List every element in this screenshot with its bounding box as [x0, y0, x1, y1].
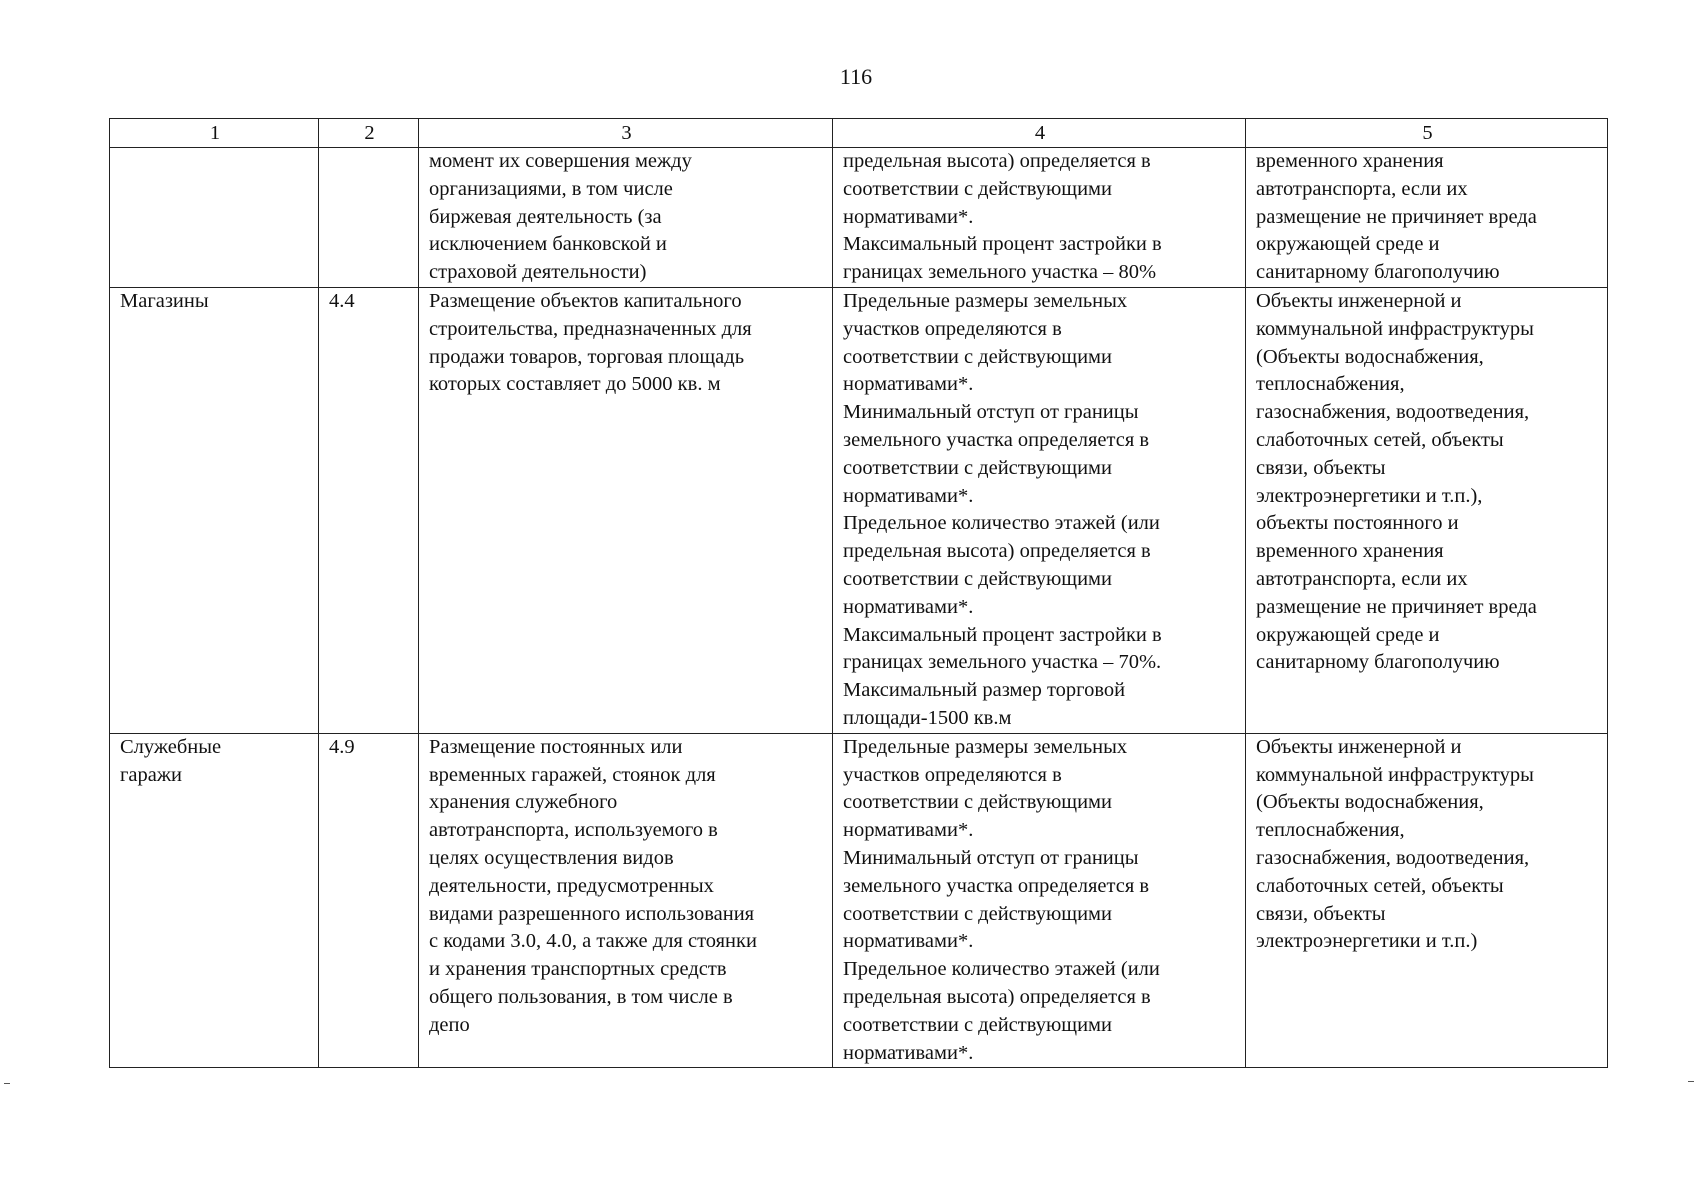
cell-text-line: 4.4 [329, 290, 355, 312]
cell-text-line: временного хранения [1256, 150, 1444, 172]
cell-text-line: нормативами*. [843, 595, 974, 618]
cell-text-line: земельного участка определяется в [843, 874, 1150, 897]
use-description-cell [419, 733, 833, 1068]
cell-text-line: связи, объекты [1256, 902, 1386, 925]
scan-edge-mark-left [4, 1083, 10, 1084]
cell-text-line: (Объекты водоснабжения, [1256, 791, 1484, 814]
use-type-name-cell [110, 733, 319, 1068]
cell-text-line: нормативами*. [843, 1041, 974, 1064]
cell-text-line: нормативами*. [843, 205, 974, 228]
cell-text-line: электроэнергетики и т.п.), [1256, 484, 1483, 507]
cell-text-line: временного хранения [1256, 540, 1444, 563]
cell-text-line: соответствии с действующими [843, 456, 1112, 479]
cell-text-line: Служебные [120, 735, 222, 758]
table-row [110, 288, 1608, 734]
auxiliary-uses-cell [1246, 148, 1608, 288]
cell-text-line: нормативами*. [843, 819, 974, 842]
cell-text-line: предельная высота) определяется в [843, 150, 1151, 172]
cell-text-line: хранения служебного [429, 791, 618, 814]
cell-text-line: временных гаражей, стоянок для [429, 763, 716, 786]
header-col-4: 4 [833, 119, 1246, 148]
use-code-cell [319, 733, 419, 1068]
table-row [110, 733, 1608, 1068]
cell-text-line: Предельное количество этажей (или [843, 958, 1160, 981]
cell-text-line: депо [429, 1013, 470, 1036]
cell-text-line: размещение не причиняет вреда [1256, 595, 1537, 618]
use-type-name-cell [110, 148, 319, 288]
cell-text-line: объекты постоянного и [1256, 512, 1459, 535]
cell-text-line: Минимальный отступ от границы [843, 846, 1139, 869]
cell-text-line: деятельности, предусмотренных [429, 874, 714, 897]
cell-text-line: гаражи [120, 763, 182, 786]
cell-text-line: с кодами 3.0, 4.0, а также для стоянки [429, 930, 757, 953]
cell-text-line: Объекты инженерной и [1256, 290, 1462, 312]
cell-text-line: газоснабжения, водоотведения, [1256, 846, 1530, 869]
cell-text-line: соответствии с действующими [843, 902, 1112, 925]
cell-text-line: видами разрешенного использования [429, 902, 755, 925]
cell-text-line: предельная высота) определяется в [843, 540, 1151, 563]
page-number: 116 [839, 64, 873, 89]
cell-text-line: Максимальный процент застройки в [843, 623, 1162, 646]
cell-text-line: участков определяются в [843, 763, 1062, 786]
cell-text-line: которых составляет до 5000 кв. м [429, 373, 721, 396]
auxiliary-uses-cell [1246, 733, 1608, 1068]
header-col-1: 1 [110, 119, 319, 148]
cell-text-line: окружающей среде и [1256, 233, 1440, 256]
use-description-cell [419, 148, 833, 288]
cell-text-line: границах земельного участка – 80% [843, 261, 1157, 284]
cell-text-line: и хранения транспортных средств [429, 958, 727, 981]
cell-text-line: соответствии с действующими [843, 345, 1112, 368]
cell-text-line: Предельные размеры земельных [843, 735, 1128, 758]
header-col-5: 5 [1246, 119, 1608, 148]
use-code-cell [319, 148, 419, 288]
cell-text-line: (Объекты водоснабжения, [1256, 345, 1484, 368]
cell-text-line: Объекты инженерной и [1256, 735, 1462, 758]
cell-text-line: автотранспорта, если их [1256, 567, 1468, 590]
land-use-table [109, 118, 1608, 1068]
cell-text-line: теплоснабжения, [1256, 373, 1405, 396]
use-code-cell [319, 288, 419, 734]
parameters-cell [833, 148, 1246, 288]
cell-text-line: санитарному благополучию [1256, 651, 1500, 674]
cell-text-line: целях осуществления видов [429, 846, 674, 869]
cell-text-line: нормативами*. [843, 373, 974, 396]
cell-text-line: продажи товаров, торговая площадь [429, 345, 745, 368]
cell-text-line: страховой деятельности) [429, 261, 647, 284]
cell-text-line: слаботочных сетей, объекты [1256, 428, 1504, 451]
parameters-cell [833, 733, 1246, 1068]
scan-edge-mark-right [1688, 1081, 1694, 1082]
cell-text-line: Магазины [120, 290, 209, 312]
cell-text-line: соответствии с действующими [843, 567, 1112, 590]
cell-text-line: общего пользования, в том числе в [429, 985, 733, 1008]
cell-text-line: соответствии с действующими [843, 1013, 1112, 1036]
use-type-name-cell [110, 288, 319, 734]
cell-text-line: автотранспорта, если их [1256, 177, 1468, 200]
cell-text-line: коммунальной инфраструктуры [1256, 763, 1534, 786]
table-body [110, 148, 1608, 1068]
cell-text-line: окружающей среде и [1256, 623, 1440, 646]
cell-text-line: Максимальный размер торговой [843, 679, 1126, 702]
cell-text-line: биржевая деятельность (за [429, 205, 662, 228]
cell-text-line: строительства, предназначенных для [429, 317, 752, 340]
cell-text-line: момент их совершения между [429, 150, 692, 172]
cell-text-line: коммунальной инфраструктуры [1256, 317, 1534, 340]
cell-text-line: границах земельного участка – 70%. [843, 651, 1162, 674]
cell-text-line: Минимальный отступ от границы [843, 401, 1139, 424]
cell-text-line: участков определяются в [843, 317, 1062, 340]
cell-text-line: размещение не причиняет вреда [1256, 205, 1537, 228]
cell-text-line: нормативами*. [843, 484, 974, 507]
table-row [110, 148, 1608, 288]
cell-text-line: Предельное количество этажей (или [843, 512, 1160, 535]
cell-text-line: соответствии с действующими [843, 177, 1112, 200]
cell-text-line: слаботочных сетей, объекты [1256, 874, 1504, 897]
cell-text-line: Предельные размеры земельных [843, 290, 1128, 312]
cell-text-line: Размещение постоянных или [429, 735, 683, 758]
cell-text-line: площади-1500 кв.м [843, 706, 1012, 729]
parameters-cell [833, 288, 1246, 734]
cell-text-line: Максимальный процент застройки в [843, 233, 1162, 256]
auxiliary-uses-cell [1246, 288, 1608, 734]
cell-text-line: исключением банковской и [429, 233, 667, 256]
cell-text-line: земельного участка определяется в [843, 428, 1150, 451]
cell-text-line: электроэнергетики и т.п.) [1256, 930, 1478, 953]
header-col-2: 2 [319, 119, 419, 148]
header-col-3: 3 [419, 119, 833, 148]
table-header-row [110, 119, 1608, 148]
cell-text-line: соответствии с действующими [843, 791, 1112, 814]
cell-text-line: газоснабжения, водоотведения, [1256, 401, 1530, 424]
cell-text-line: нормативами*. [843, 930, 974, 953]
cell-text-line: санитарному благополучию [1256, 261, 1500, 284]
cell-text-line: 4.9 [329, 735, 355, 758]
cell-text-line: Размещение объектов капитального [429, 290, 742, 312]
cell-text-line: предельная высота) определяется в [843, 985, 1151, 1008]
cell-text-line: организациями, в том числе [429, 177, 673, 200]
cell-text-line: теплоснабжения, [1256, 819, 1405, 842]
cell-text-line: связи, объекты [1256, 456, 1386, 479]
cell-text-line: автотранспорта, используемого в [429, 819, 718, 842]
use-description-cell [419, 288, 833, 734]
